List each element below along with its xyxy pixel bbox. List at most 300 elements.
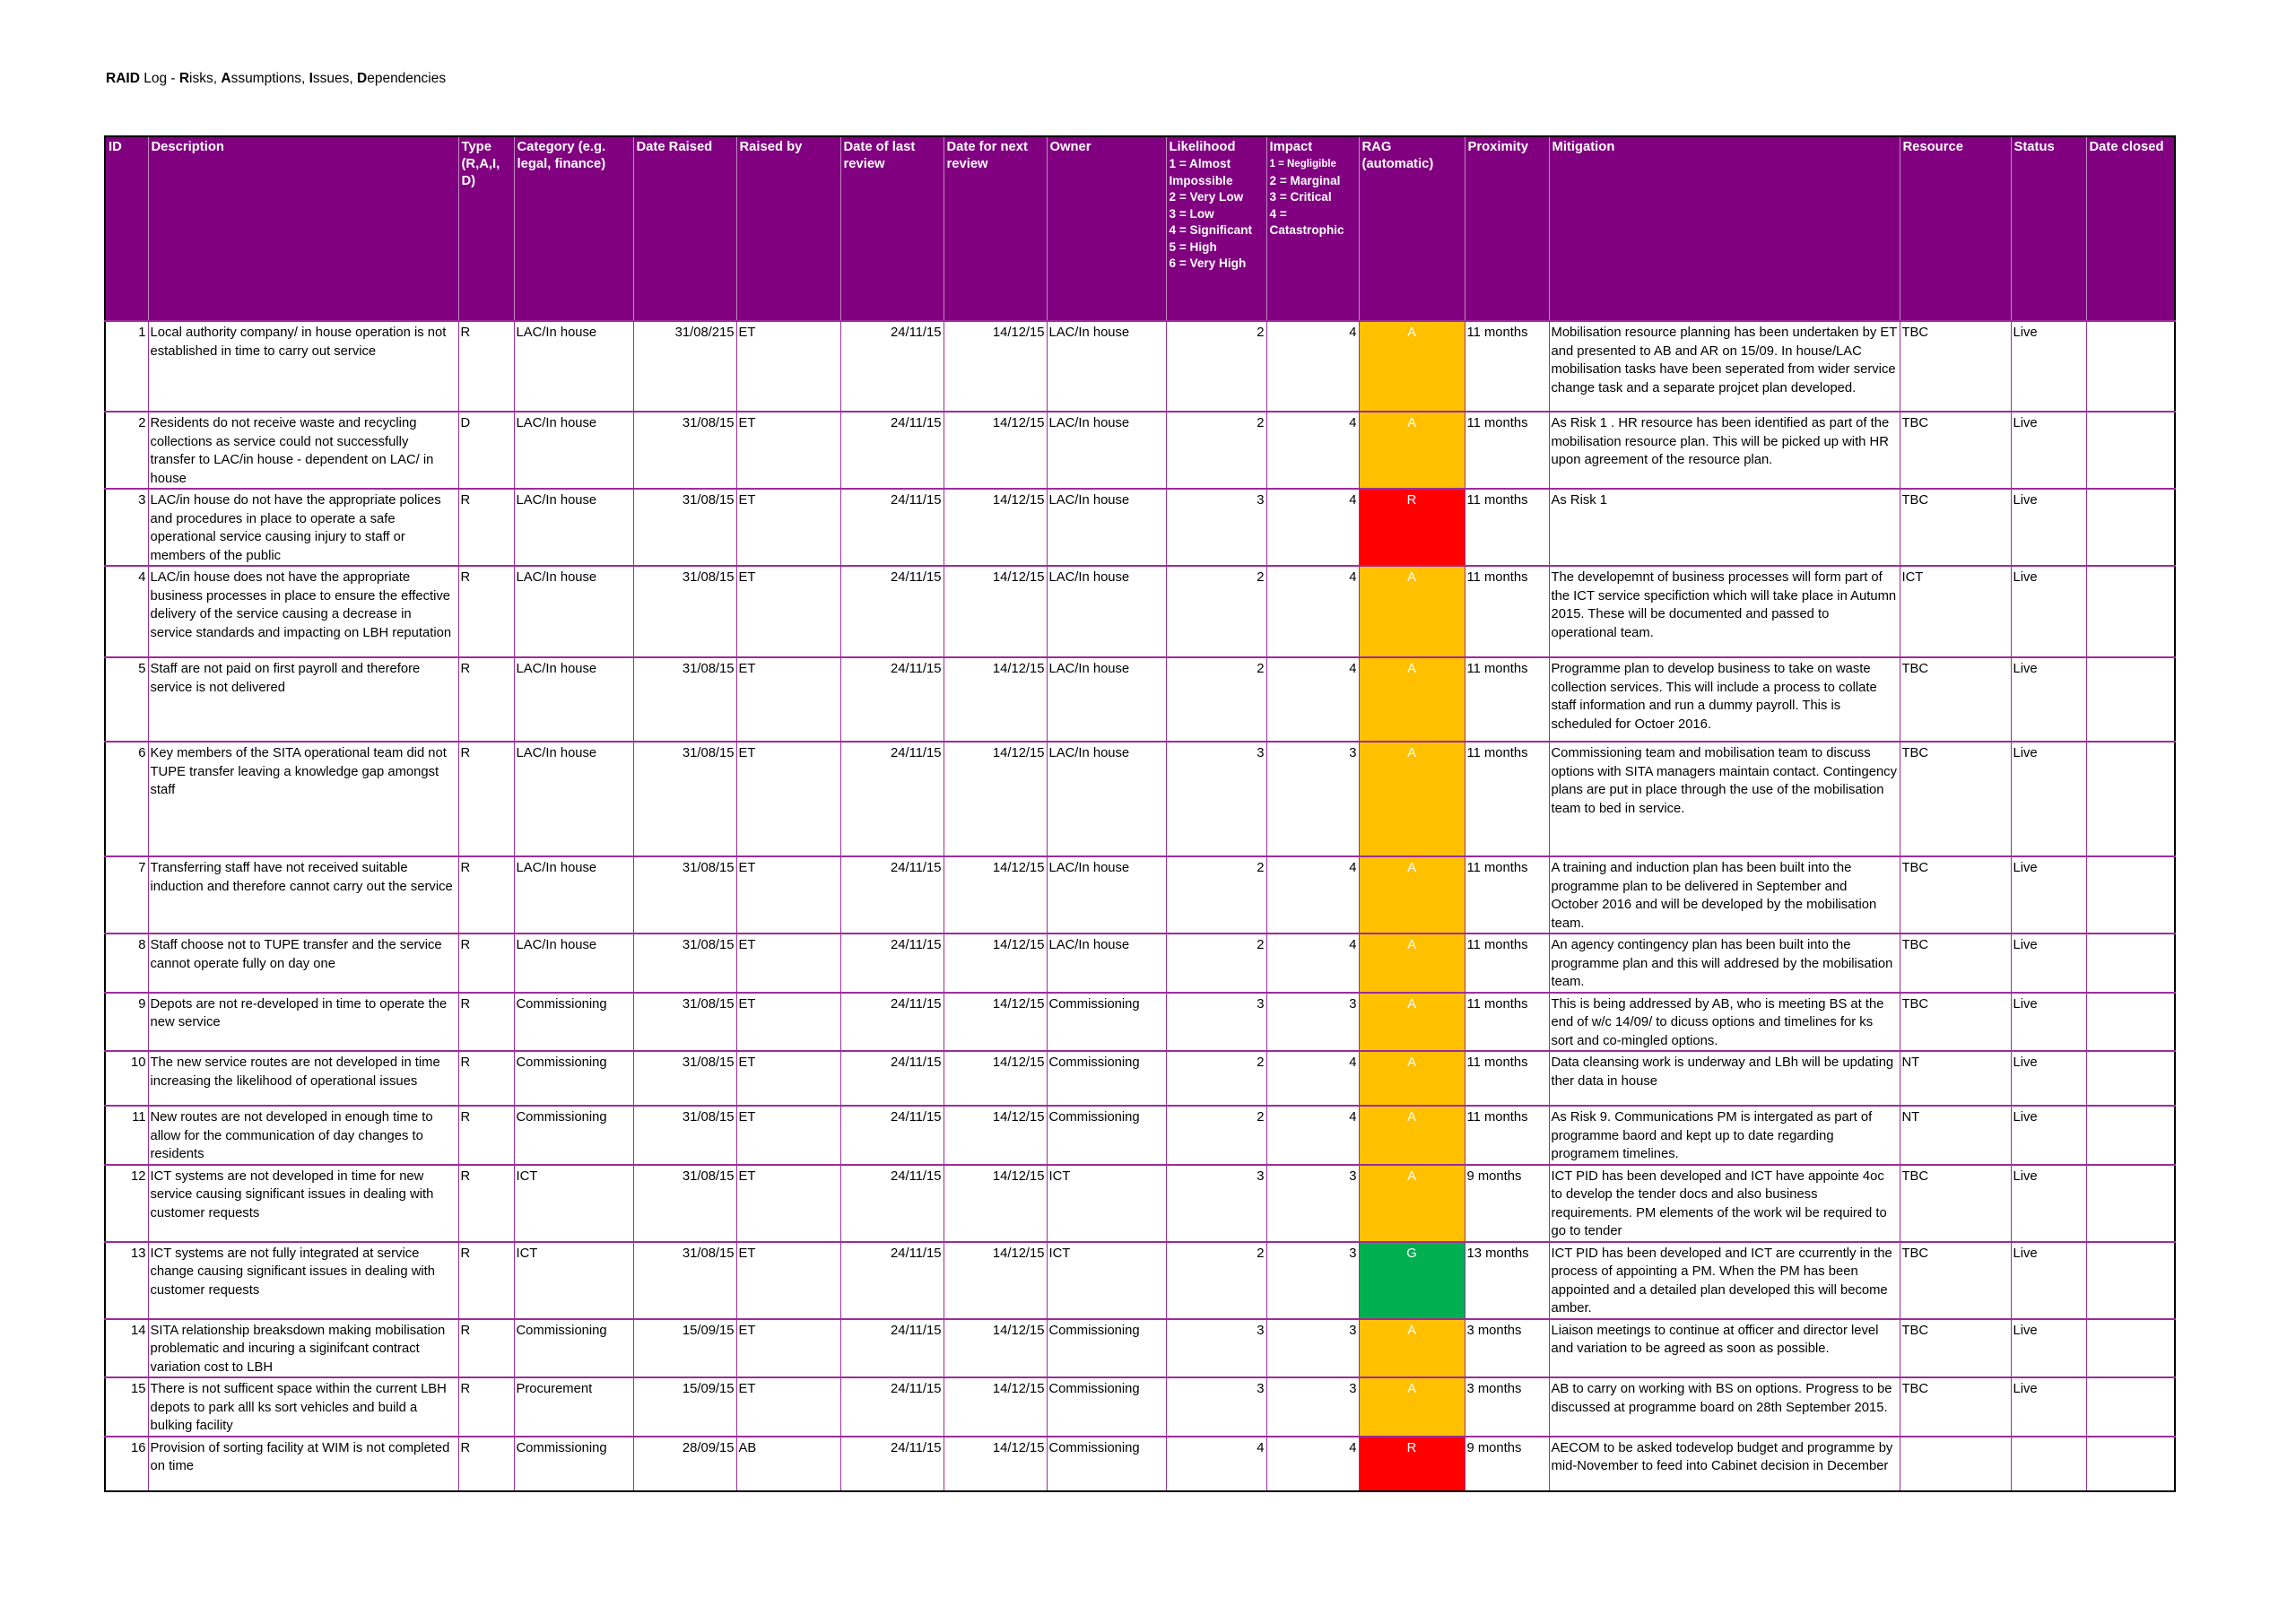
impact-legend-4: 4 = Catastrophic	[1269, 206, 1344, 237]
impact-title: Impact	[1269, 140, 1313, 154]
cell-impact: 3	[1266, 1319, 1359, 1378]
table-row	[105, 856, 2175, 934]
cell-status: Live	[2011, 993, 2086, 1052]
cell-next-review: 14/12/15	[944, 1165, 1047, 1242]
cell-next-review: 14/12/15	[944, 1319, 1047, 1378]
header-category: Category (e.g. legal, finance)	[514, 136, 633, 321]
title-part: D	[357, 71, 368, 86]
cell-id: 5	[105, 657, 148, 742]
cell-impact: 4	[1266, 412, 1359, 489]
cell-date-closed	[2086, 1165, 2175, 1242]
cell-type: R	[458, 1242, 514, 1319]
cell-likelihood: 2	[1166, 934, 1266, 993]
title-part: isks,	[189, 71, 222, 86]
header-type: Type (R,A,I, D)	[458, 136, 514, 321]
cell-proximity: 11 months	[1465, 742, 1549, 856]
table-row	[105, 1165, 2175, 1242]
title-part: A	[221, 71, 231, 86]
table-row	[105, 1242, 2175, 1319]
cell-mitigation: An agency contingency plan has been built into the programme plan and this will addresed by the mobilisation team.	[1549, 934, 1900, 993]
cell-id: 10	[105, 1051, 148, 1106]
cell-raised-by: AB	[736, 1437, 840, 1491]
cell-impact: 4	[1266, 566, 1359, 657]
cell-owner: Commissioning	[1047, 1319, 1166, 1378]
cell-status: Live	[2011, 1051, 2086, 1106]
cell-type: R	[458, 993, 514, 1052]
cell-impact: 4	[1266, 1051, 1359, 1106]
cell-owner: Commissioning	[1047, 1051, 1166, 1106]
header-mitigation: Mitigation	[1549, 136, 1900, 321]
header-likelihood	[1166, 136, 1266, 321]
cell-date-closed	[2086, 856, 2175, 934]
cell-description: LAC/in house does not have the appropriate business processes in place to ensure the effective delivery of the service causing a decrease in service standards and impacting on LBH reputation	[148, 566, 458, 657]
cell-date-closed	[2086, 1377, 2175, 1437]
cell-resource: TBC	[1900, 657, 2011, 742]
header-raised-by: Raised by	[736, 136, 840, 321]
cell-likelihood: 2	[1166, 1106, 1266, 1165]
cell-last-review: 24/11/15	[840, 566, 944, 657]
cell-category: Commissioning	[514, 1319, 633, 1378]
cell-type: R	[458, 1437, 514, 1491]
cell-next-review: 14/12/15	[944, 489, 1047, 566]
cell-date-closed	[2086, 742, 2175, 856]
header-resource: Resource	[1900, 136, 2011, 321]
title-part: ssues,	[312, 71, 357, 86]
cell-description: Local authority company/ in house operation is not established in time to carry out service	[148, 321, 458, 412]
cell-rag: A	[1359, 856, 1465, 934]
cell-date-closed	[2086, 1437, 2175, 1491]
cell-owner: LAC/In house	[1047, 657, 1166, 742]
cell-owner: ICT	[1047, 1242, 1166, 1319]
cell-raised-by: ET	[736, 489, 840, 566]
cell-category: LAC/In house	[514, 657, 633, 742]
cell-impact: 3	[1266, 1377, 1359, 1437]
cell-id: 11	[105, 1106, 148, 1165]
cell-category: ICT	[514, 1165, 633, 1242]
cell-likelihood: 3	[1166, 489, 1266, 566]
header-date-closed: Date closed	[2086, 136, 2175, 321]
cell-raised-by: ET	[736, 934, 840, 993]
cell-proximity: 3 months	[1465, 1377, 1549, 1437]
cell-next-review: 14/12/15	[944, 657, 1047, 742]
cell-category: LAC/In house	[514, 856, 633, 934]
cell-type: R	[458, 934, 514, 993]
cell-owner: LAC/In house	[1047, 321, 1166, 412]
cell-last-review: 24/11/15	[840, 1106, 944, 1165]
cell-next-review: 14/12/15	[944, 566, 1047, 657]
cell-mitigation: AECOM to be asked todevelop budget and programme by mid-November to feed into Cabinet decision in December	[1549, 1437, 1900, 1491]
header-description: Description	[148, 136, 458, 321]
table-row	[105, 657, 2175, 742]
cell-impact: 3	[1266, 1242, 1359, 1319]
cell-type: R	[458, 1106, 514, 1165]
cell-raised-by: ET	[736, 1377, 840, 1437]
cell-description: Key members of the SITA operational team did not TUPE transfer leaving a knowledge gap amongst staff	[148, 742, 458, 856]
cell-category: Commissioning	[514, 1437, 633, 1491]
header-date-raised: Date Raised	[633, 136, 736, 321]
cell-likelihood: 2	[1166, 321, 1266, 412]
cell-last-review: 24/11/15	[840, 1051, 944, 1106]
cell-likelihood: 3	[1166, 1319, 1266, 1378]
cell-date-raised: 31/08/15	[633, 657, 736, 742]
cell-likelihood: 2	[1166, 566, 1266, 657]
cell-date-closed	[2086, 1106, 2175, 1165]
cell-category: Commissioning	[514, 993, 633, 1052]
cell-impact: 3	[1266, 993, 1359, 1052]
cell-proximity: 11 months	[1465, 412, 1549, 489]
cell-resource	[1900, 1437, 2011, 1491]
raid-log-table	[104, 135, 2176, 1492]
cell-last-review: 24/11/15	[840, 412, 944, 489]
cell-next-review: 14/12/15	[944, 321, 1047, 412]
cell-date-closed	[2086, 657, 2175, 742]
cell-rag: A	[1359, 742, 1465, 856]
cell-date-raised: 31/08/15	[633, 934, 736, 993]
cell-id: 2	[105, 412, 148, 489]
cell-date-raised: 28/09/15	[633, 1437, 736, 1491]
cell-date-closed	[2086, 412, 2175, 489]
cell-last-review: 24/11/15	[840, 993, 944, 1052]
cell-mitigation: A training and induction plan has been built into the programme plan to be delivered in September and October 2016 and will be developed by the mobilisation team.	[1549, 856, 1900, 934]
cell-mitigation: Programme plan to develop business to take on waste collection services. This will include a process to collate staff information and run a dummy payroll. This is scheduled for Octoer 2016.	[1549, 657, 1900, 742]
cell-last-review: 24/11/15	[840, 1437, 944, 1491]
cell-id: 13	[105, 1242, 148, 1319]
cell-next-review: 14/12/15	[944, 742, 1047, 856]
cell-status: Live	[2011, 489, 2086, 566]
cell-impact: 4	[1266, 1437, 1359, 1491]
header-status: Status	[2011, 136, 2086, 321]
cell-rag: A	[1359, 1377, 1465, 1437]
cell-rag: R	[1359, 1437, 1465, 1491]
cell-next-review: 14/12/15	[944, 993, 1047, 1052]
cell-date-raised: 31/08/15	[633, 566, 736, 657]
cell-type: R	[458, 1377, 514, 1437]
cell-id: 8	[105, 934, 148, 993]
title-part: ependencies	[367, 71, 447, 86]
cell-date-raised: 31/08/15	[633, 856, 736, 934]
cell-likelihood: 2	[1166, 856, 1266, 934]
cell-raised-by: ET	[736, 1165, 840, 1242]
cell-owner: LAC/In house	[1047, 742, 1166, 856]
cell-raised-by: ET	[736, 566, 840, 657]
likelihood-legend-6: 6 = Very High	[1169, 256, 1247, 270]
cell-resource: TBC	[1900, 993, 2011, 1052]
table-row	[105, 412, 2175, 489]
cell-proximity: 9 months	[1465, 1165, 1549, 1242]
cell-rag: A	[1359, 321, 1465, 412]
cell-last-review: 24/11/15	[840, 321, 944, 412]
likelihood-legend-2: 2 = Very Low	[1169, 190, 1244, 204]
cell-rag: A	[1359, 657, 1465, 742]
cell-description: ICT systems are not developed in time for new service causing significant issues in dealing with customer requests	[148, 1165, 458, 1242]
cell-category: Commissioning	[514, 1106, 633, 1165]
cell-status: Live	[2011, 1106, 2086, 1165]
cell-likelihood: 3	[1166, 993, 1266, 1052]
title-part: Log -	[139, 71, 179, 86]
cell-likelihood: 2	[1166, 1051, 1266, 1106]
cell-type: D	[458, 412, 514, 489]
cell-likelihood: 2	[1166, 657, 1266, 742]
cell-mitigation: As Risk 9. Communications PM is intergated as part of programme baord and kept up to date regarding programem timelines.	[1549, 1106, 1900, 1165]
cell-owner: Commissioning	[1047, 1437, 1166, 1491]
cell-type: R	[458, 489, 514, 566]
cell-last-review: 24/11/15	[840, 1242, 944, 1319]
cell-next-review: 14/12/15	[944, 934, 1047, 993]
cell-type: R	[458, 1051, 514, 1106]
cell-mitigation: As Risk 1 . HR resource has been identified as part of the mobilisation resource plan. This will be picked up with HR upon agreement of the resource plan.	[1549, 412, 1900, 489]
cell-impact: 4	[1266, 657, 1359, 742]
cell-status: Live	[2011, 856, 2086, 934]
cell-proximity: 11 months	[1465, 1051, 1549, 1106]
cell-description: New routes are not developed in enough time to allow for the communication of day changes to residents	[148, 1106, 458, 1165]
cell-resource: NT	[1900, 1051, 2011, 1106]
likelihood-legend-5: 5 = High	[1169, 239, 1217, 254]
impact-legend-3: 3 = Critical	[1269, 190, 1332, 204]
cell-resource: TBC	[1900, 321, 2011, 412]
cell-resource: TBC	[1900, 1242, 2011, 1319]
cell-likelihood: 4	[1166, 1437, 1266, 1491]
cell-category: Procurement	[514, 1377, 633, 1437]
cell-next-review: 14/12/15	[944, 1437, 1047, 1491]
title-part: I	[309, 71, 313, 86]
cell-date-raised: 31/08/15	[633, 1051, 736, 1106]
cell-date-closed	[2086, 993, 2175, 1052]
cell-impact: 3	[1266, 742, 1359, 856]
cell-resource: TBC	[1900, 856, 2011, 934]
cell-date-raised: 31/08/15	[633, 1165, 736, 1242]
cell-raised-by: ET	[736, 1319, 840, 1378]
impact-legend-2: 2 = Marginal	[1269, 173, 1341, 187]
cell-id: 4	[105, 566, 148, 657]
table-row	[105, 1437, 2175, 1491]
cell-status: Live	[2011, 657, 2086, 742]
cell-type: R	[458, 566, 514, 657]
cell-mitigation: AB to carry on working with BS on options. Progress to be discussed at programme board on 28th September 2015.	[1549, 1377, 1900, 1437]
cell-category: Commissioning	[514, 1051, 633, 1106]
title-raid: RAID	[106, 71, 140, 86]
cell-id: 7	[105, 856, 148, 934]
cell-date-raised: 15/09/15	[633, 1377, 736, 1437]
cell-description: SITA relationship breaksdown making mobilisation problematic and incuring a siginifcant contract variation cost to LBH	[148, 1319, 458, 1378]
cell-raised-by: ET	[736, 742, 840, 856]
cell-owner: LAC/In house	[1047, 856, 1166, 934]
cell-resource: TBC	[1900, 489, 2011, 566]
title-part: ssumptions,	[230, 71, 309, 86]
table-row	[105, 1051, 2175, 1106]
cell-resource: TBC	[1900, 1165, 2011, 1242]
table-row	[105, 1319, 2175, 1378]
cell-next-review: 14/12/15	[944, 856, 1047, 934]
cell-last-review: 24/11/15	[840, 742, 944, 856]
cell-id: 9	[105, 993, 148, 1052]
cell-description: Provision of sorting facility at WIM is not completed on time	[148, 1437, 458, 1491]
cell-proximity: 13 months	[1465, 1242, 1549, 1319]
cell-rag: A	[1359, 993, 1465, 1052]
likelihood-legend-4: 4 = Significant	[1169, 223, 1253, 237]
cell-rag: A	[1359, 1165, 1465, 1242]
cell-id: 6	[105, 742, 148, 856]
cell-date-closed	[2086, 566, 2175, 657]
cell-rag: A	[1359, 1106, 1465, 1165]
cell-type: R	[458, 1319, 514, 1378]
cell-proximity: 11 months	[1465, 489, 1549, 566]
cell-type: R	[458, 657, 514, 742]
cell-impact: 4	[1266, 856, 1359, 934]
table-row	[105, 566, 2175, 657]
cell-date-raised: 31/08/15	[633, 742, 736, 856]
cell-status: Live	[2011, 934, 2086, 993]
cell-id: 14	[105, 1319, 148, 1378]
cell-mitigation: This is being addressed by AB, who is meeting BS at the end of w/c 14/09/ to dicuss options and timelines for ks sort and co-mingled options.	[1549, 993, 1900, 1052]
cell-category: LAC/In house	[514, 489, 633, 566]
cell-category: LAC/In house	[514, 934, 633, 993]
cell-description: LAC/in house do not have the appropriate polices and procedures in place to operate a safe operational service causing injury to staff or members of the public	[148, 489, 458, 566]
cell-mitigation: ICT PID has been developed and ICT are ccurrently in the process of appointing a PM. When the PM has been appointed and a detailed plan developed this will become amber.	[1549, 1242, 1900, 1319]
header-owner: Owner	[1047, 136, 1166, 321]
cell-rag: A	[1359, 566, 1465, 657]
cell-proximity: 11 months	[1465, 934, 1549, 993]
cell-last-review: 24/11/15	[840, 856, 944, 934]
header-date-next-review: Date for next review	[944, 136, 1047, 321]
cell-likelihood: 2	[1166, 1242, 1266, 1319]
cell-next-review: 14/12/15	[944, 1377, 1047, 1437]
cell-rag: G	[1359, 1242, 1465, 1319]
cell-status: Live	[2011, 321, 2086, 412]
cell-id: 15	[105, 1377, 148, 1437]
cell-date-closed	[2086, 1242, 2175, 1319]
cell-raised-by: ET	[736, 412, 840, 489]
header-rag: RAG (automatic)	[1359, 136, 1465, 321]
cell-type: R	[458, 321, 514, 412]
cell-last-review: 24/11/15	[840, 1319, 944, 1378]
cell-next-review: 14/12/15	[944, 1106, 1047, 1165]
cell-id: 1	[105, 321, 148, 412]
cell-status	[2011, 1437, 2086, 1491]
cell-proximity: 11 months	[1465, 657, 1549, 742]
likelihood-legend-1: 1 = Almost Impossible	[1169, 157, 1233, 187]
cell-owner: Commissioning	[1047, 1106, 1166, 1165]
cell-status: Live	[2011, 566, 2086, 657]
table-row	[105, 1106, 2175, 1165]
cell-raised-by: ET	[736, 321, 840, 412]
cell-mitigation: Commissioning team and mobilisation team to discuss options with SITA managers maintain contact. Contingency plans are put in place through the use of the mobilisation team to bed in service.	[1549, 742, 1900, 856]
cell-mitigation: Liaison meetings to continue at officer and director level and variation to be agreed as soon as possible.	[1549, 1319, 1900, 1378]
cell-next-review: 14/12/15	[944, 412, 1047, 489]
cell-resource: TBC	[1900, 412, 2011, 489]
cell-date-closed	[2086, 489, 2175, 566]
table-row	[105, 934, 2175, 993]
page-title	[106, 71, 446, 87]
cell-mitigation: ICT PID has been developed and ICT have appointe 4oc to develop the tender docs and also business requirements. PM elements of the work wil be required to go to tender	[1549, 1165, 1900, 1242]
cell-date-raised: 31/08/15	[633, 1106, 736, 1165]
cell-raised-by: ET	[736, 657, 840, 742]
title-part: R	[178, 71, 190, 86]
cell-raised-by: ET	[736, 856, 840, 934]
cell-resource: TBC	[1900, 742, 2011, 856]
table-row	[105, 1377, 2175, 1437]
table-row	[105, 742, 2175, 856]
cell-type: R	[458, 742, 514, 856]
impact-legend-1: 1 = Negligible	[1269, 159, 1336, 169]
cell-description: Staff are not paid on first payroll and therefore service is not delivered	[148, 657, 458, 742]
cell-date-raised: 31/08/15	[633, 489, 736, 566]
cell-description: Transferring staff have not received suitable induction and therefore cannot carry out the service	[148, 856, 458, 934]
cell-rag: A	[1359, 412, 1465, 489]
cell-last-review: 24/11/15	[840, 1377, 944, 1437]
cell-owner: LAC/In house	[1047, 489, 1166, 566]
cell-owner: LAC/In house	[1047, 566, 1166, 657]
cell-likelihood: 3	[1166, 1377, 1266, 1437]
cell-date-raised: 31/08/15	[633, 412, 736, 489]
cell-raised-by: ET	[736, 993, 840, 1052]
cell-impact: 4	[1266, 1106, 1359, 1165]
cell-status: Live	[2011, 742, 2086, 856]
cell-description: The new service routes are not developed in time increasing the likelihood of operational issues	[148, 1051, 458, 1106]
cell-impact: 4	[1266, 489, 1359, 566]
cell-rag: A	[1359, 1051, 1465, 1106]
cell-resource: TBC	[1900, 934, 2011, 993]
cell-mitigation: Data cleansing work is underway and LBh will be updating ther data in house	[1549, 1051, 1900, 1106]
cell-type: R	[458, 1165, 514, 1242]
cell-date-closed	[2086, 1319, 2175, 1378]
cell-mitigation: Mobilisation resource planning has been undertaken by ET and presented to AB and AR on 15/09. In house/LAC mobilisation tasks have been seperated from wider service change task and a separate projcet plan developed.	[1549, 321, 1900, 412]
cell-last-review: 24/11/15	[840, 489, 944, 566]
raid-table-body	[105, 321, 2175, 1491]
cell-owner: LAC/In house	[1047, 412, 1166, 489]
cell-proximity: 3 months	[1465, 1319, 1549, 1378]
cell-likelihood: 3	[1166, 742, 1266, 856]
cell-status: Live	[2011, 1377, 2086, 1437]
cell-category: LAC/In house	[514, 742, 633, 856]
cell-raised-by: ET	[736, 1242, 840, 1319]
cell-raised-by: ET	[736, 1051, 840, 1106]
cell-last-review: 24/11/15	[840, 657, 944, 742]
cell-mitigation: As Risk 1	[1549, 489, 1900, 566]
cell-impact: 3	[1266, 1165, 1359, 1242]
cell-description: Residents do not receive waste and recycling collections as service could not successfully transfer to LAC/in house - dependent on LAC/ in house	[148, 412, 458, 489]
cell-date-closed	[2086, 321, 2175, 412]
cell-status: Live	[2011, 412, 2086, 489]
cell-likelihood: 2	[1166, 412, 1266, 489]
cell-likelihood: 3	[1166, 1165, 1266, 1242]
header-date-last-review: Date of last review	[840, 136, 944, 321]
cell-mitigation: The developemnt of business processes will form part of the ICT service specifiction which will take place in Autumn 2015. These will be documented and passed to operational team.	[1549, 566, 1900, 657]
cell-status: Live	[2011, 1242, 2086, 1319]
cell-date-closed	[2086, 1051, 2175, 1106]
header-proximity: Proximity	[1465, 136, 1549, 321]
cell-description: Depots are not re-developed in time to operate the new service	[148, 993, 458, 1052]
table-row	[105, 489, 2175, 566]
cell-impact: 4	[1266, 321, 1359, 412]
header-impact	[1266, 136, 1359, 321]
cell-raised-by: ET	[736, 1106, 840, 1165]
cell-proximity: 11 months	[1465, 856, 1549, 934]
cell-owner: Commissioning	[1047, 1377, 1166, 1437]
cell-rag: A	[1359, 1319, 1465, 1378]
cell-status: Live	[2011, 1319, 2086, 1378]
cell-impact: 4	[1266, 934, 1359, 993]
likelihood-legend-3: 3 = Low	[1169, 206, 1214, 221]
cell-proximity: 11 months	[1465, 566, 1549, 657]
cell-resource: TBC	[1900, 1319, 2011, 1378]
cell-owner: Commissioning	[1047, 993, 1166, 1052]
cell-description: There is not sufficent space within the current LBH depots to park alll ks sort vehicles and build a bulking facility	[148, 1377, 458, 1437]
header-row	[105, 136, 2175, 321]
cell-next-review: 14/12/15	[944, 1051, 1047, 1106]
cell-type: R	[458, 856, 514, 934]
header-id: ID	[105, 136, 148, 321]
table-row	[105, 993, 2175, 1052]
